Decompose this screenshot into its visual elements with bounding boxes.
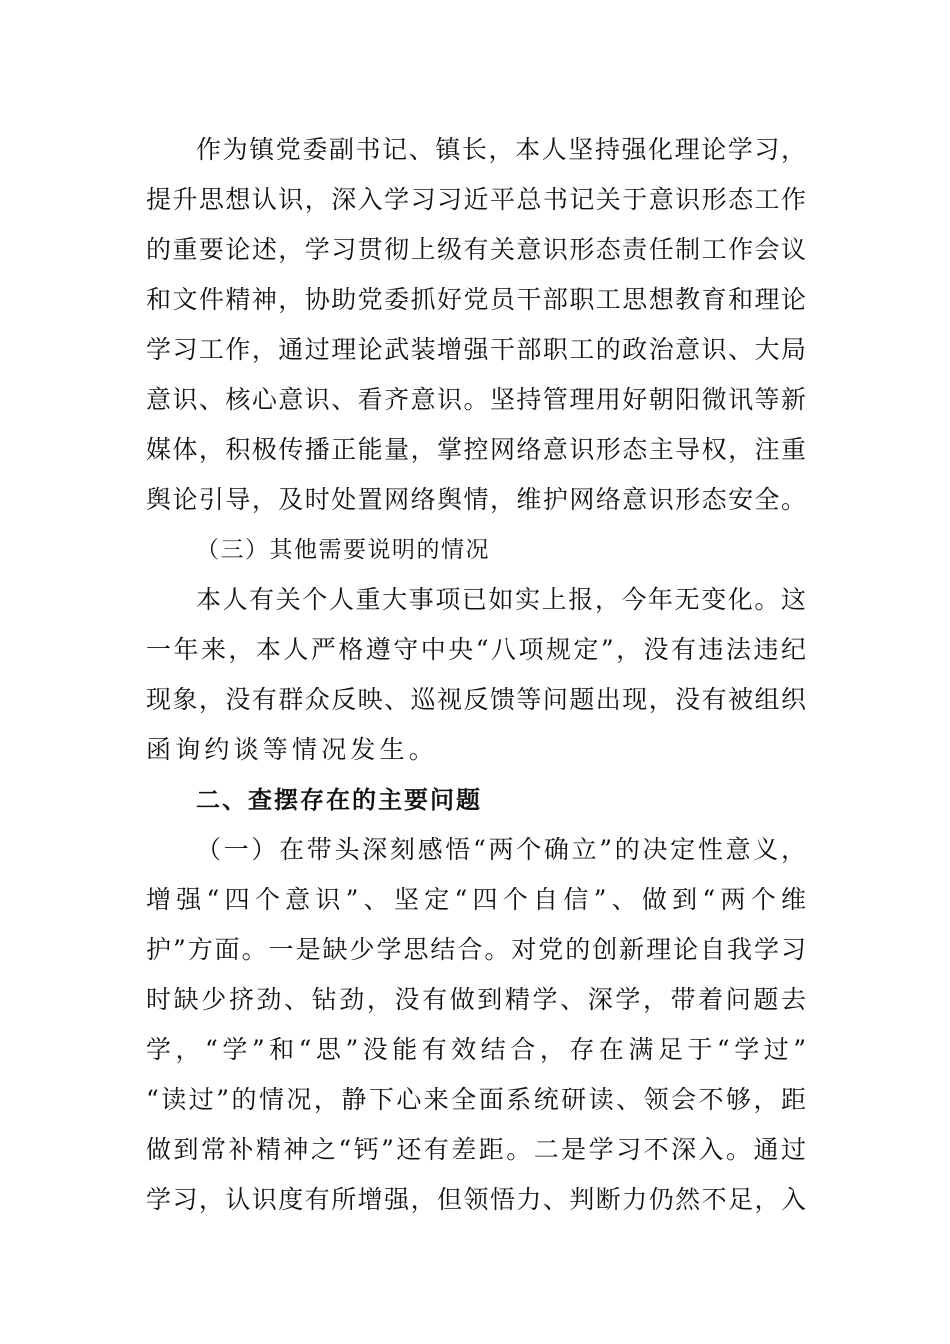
paragraph-line: 一年来，本人严格遵守中央“八项规定”，没有违法违纪 <box>146 635 806 664</box>
paragraph-line: 现象，没有群众反映、巡视反馈等问题出现，没有被组织 <box>146 685 806 714</box>
paragraph-line: “读过”的情况，静下心来全面系统研读、领会不够，距 <box>146 1085 806 1114</box>
paragraph-line: 学，“学”和“思”没能有效结合，存在满足于“学过” <box>146 1035 806 1064</box>
paragraph-line: 学习，认识度有所增强，但领悟力、判断力仍然不足，入 <box>146 1185 806 1214</box>
paragraph-line: 作为镇党委副书记、镇长，本人坚持强化理论学习， <box>196 135 806 164</box>
paragraph-line: 本人有关个人重大事项已如实上报，今年无变化。这 <box>196 585 806 614</box>
paragraph-line: 意识、核心意识、看齐意识。坚持管理用好朝阳微讯等新 <box>146 385 806 414</box>
paragraph-line: （一）在带头深刻感悟“两个确立”的决定性意义， <box>196 835 806 864</box>
paragraph-line: 护”方面。一是缺少学思结合。对党的创新理论自我学习 <box>146 935 806 964</box>
paragraph-line: 媒体，积极传播正能量，掌控网络意识形态主导权，注重 <box>146 435 806 464</box>
paragraph-line: 的重要论述，学习贯彻上级有关意识形态责任制工作会议 <box>146 235 806 264</box>
paragraph-line: 舆论引导，及时处置网络舆情，维护网络意识形态安全。 <box>146 485 806 514</box>
paragraph-line: 时缺少挤劲、钻劲，没有做到精学、深学，带着问题去 <box>146 985 806 1014</box>
paragraph-line: 函询约谈等情况发生。 <box>146 735 439 764</box>
paragraph-line: 做到常补精神之“钙”还有差距。二是学习不深入。通过 <box>146 1135 806 1164</box>
paragraph-line: 提升思想认识，深入学习习近平总书记关于意识形态工作 <box>146 185 806 214</box>
paragraph-line: 学习工作，通过理论武装增强干部职工的政治意识、大局 <box>146 335 806 364</box>
section-heading: 二、查摆存在的主要问题 <box>196 786 482 814</box>
subheading: （三）其他需要说明的情况 <box>196 537 490 563</box>
paragraph-line: 增强“四个意识”、坚定“四个自信”、做到“两个维 <box>146 885 806 914</box>
paragraph-line: 和文件精神，协助党委抓好党员干部职工思想教育和理论 <box>146 285 806 314</box>
